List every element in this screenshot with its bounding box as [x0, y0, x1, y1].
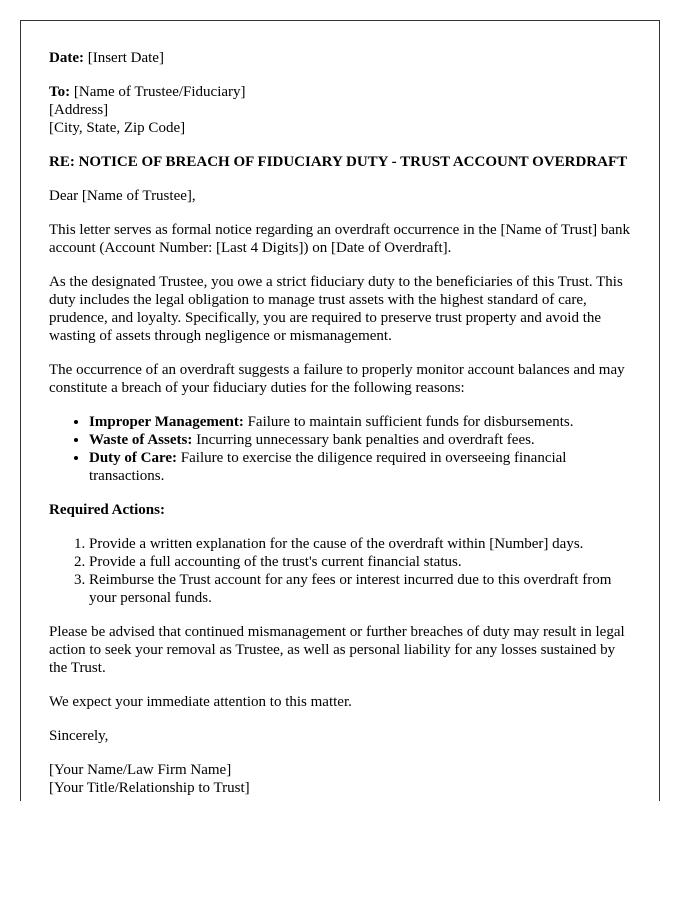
signature-title: [Your Title/Relationship to Trust] — [49, 780, 250, 796]
signature-name: [Your Name/Law Firm Name] — [49, 762, 232, 778]
actions-heading — [49, 501, 631, 519]
actions-list — [49, 535, 631, 607]
actions-heading-text: Required Actions: — [49, 502, 165, 518]
letter-body — [21, 21, 659, 797]
date-value: [Insert Date] — [87, 50, 164, 66]
reason-item — [89, 431, 631, 449]
reason-term: Waste of Assets: — [89, 432, 193, 448]
recipient-name: [Name of Trustee/Fiduciary] — [73, 84, 246, 100]
reason-text: Failure to exercise the diligence required in overseeing financial transactions. — [89, 450, 567, 484]
closing: Sincerely, — [49, 728, 109, 744]
action-item: 2. Provide a full accounting of the trust's current financial status. — [89, 553, 631, 571]
to-label: To: — [49, 84, 71, 100]
paragraph-notice: This letter serves as formal notice regarding an overdraft occurrence in the [Name of Trust] bank account (Account Number: [Last 4 Digits]) on [Date of Overdraft]. — [49, 222, 631, 256]
action-item: 3. Reimburse the Trust account for any fees or interest incurred due to this overdraft from your personal funds. — [89, 571, 631, 607]
recipient-block — [49, 83, 631, 137]
salutation: Dear [Name of Trustee], — [49, 188, 196, 204]
reason-term: Improper Management: — [89, 414, 244, 430]
date-label: Date: — [49, 50, 84, 66]
recipient-address: [Address] — [49, 102, 109, 118]
reasons-list — [49, 413, 631, 485]
paragraph-breach: The occurrence of an overdraft suggests a failure to properly monitor account balances and may constitute a breach of your fiduciary duties for the following reasons: — [49, 362, 625, 396]
date-line — [49, 49, 631, 67]
document-frame — [20, 20, 660, 801]
reason-term: Duty of Care: — [89, 450, 178, 466]
paragraph-duty: As the designated Trustee, you owe a strict fiduciary duty to the beneficiaries of this Trust. This duty includes the legal obligation to manage trust assets with the highest standard of care, prudence, and loyalty. Specifically, you are required to preserve trust property and avoid the wasting of assets through negligence or mismanagement. — [49, 274, 623, 344]
paragraph-expectation: We expect your immediate attention to this matter. — [49, 694, 352, 710]
recipient-name-line — [49, 83, 631, 101]
recipient-city-state-zip: [City, State, Zip Code] — [49, 120, 186, 136]
action-item: 1. Provide a written explanation for the cause of the overdraft within [Number] days. — [89, 535, 631, 553]
reason-item — [89, 449, 631, 485]
reason-text: Failure to maintain sufficient funds for disbursements. — [243, 414, 574, 430]
subject-line: RE: NOTICE OF BREACH OF FIDUCIARY DUTY - TRUST ACCOUNT OVERDRAFT — [49, 154, 628, 170]
paragraph-warning: Please be advised that continued mismanagement or further breaches of duty may result in legal action to seek your removal as Trustee, as well as personal liability for any losses sustained by the Trust. — [49, 624, 625, 676]
reason-text: Incurring unnecessary bank penalties and overdraft fees. — [192, 432, 535, 448]
signature-block — [49, 761, 631, 797]
reason-item — [89, 413, 631, 431]
